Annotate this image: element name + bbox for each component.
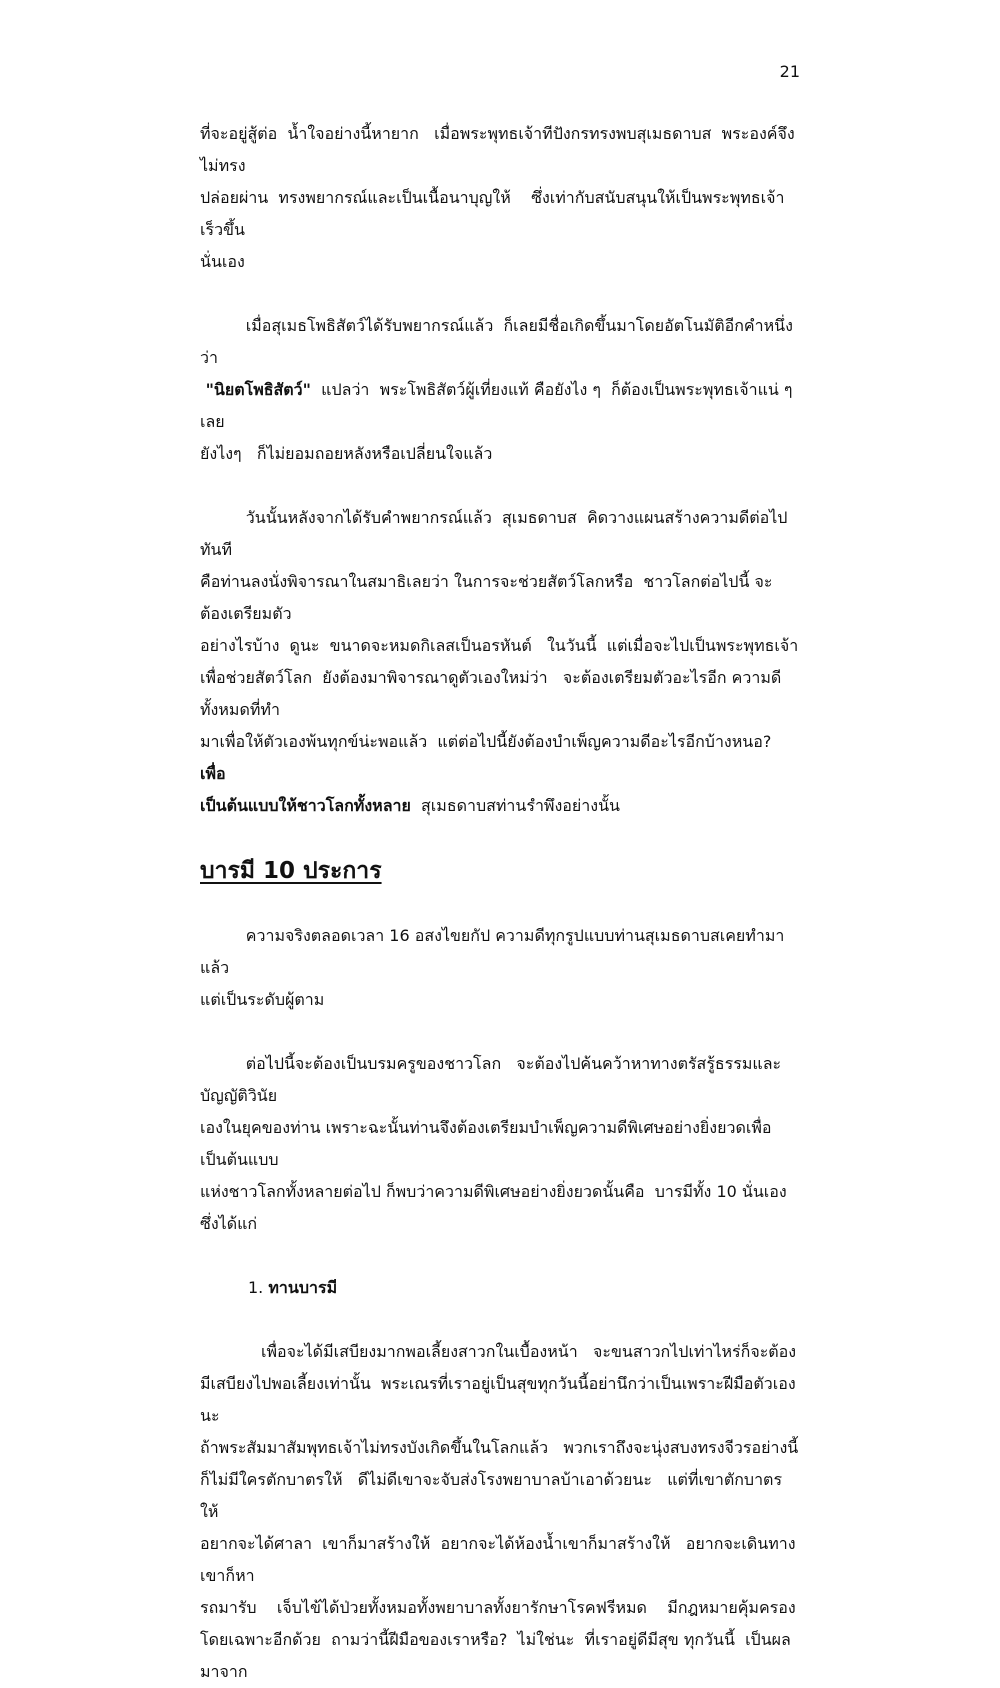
bold-term: "นิยตโพธิสัตว์" — [200, 380, 311, 399]
section-gap — [200, 888, 800, 920]
section-heading: บารมี 10 ประการ — [200, 858, 382, 884]
list-number: 1. — [248, 1278, 264, 1297]
paragraph-text: แปลว่า พระโพธิสัตว์ผู้เที่ยงแท้ คือยังไง ๆ ก็ต้องเป็นพระพุทธเจ้าแน่ ๆ เลย ยังไงๆ ก็ไม่ยอมถอยหลังหรือเปลี่ยนใจแล้ว — [200, 380, 793, 463]
paragraph-ten-perfections: ต่อไปนี้จะต้องเป็นบรมครูของชาวโลก จะต้องไปค้นคว้าหาทางตรัสรู้ธรรมและบัญญัติวินัย เองในยุคของท่าน เพราะฉะนั้นท่านจึงต้องเตรียมบำเพ็ญความดีพิเศษอย่างยิ่งยวดเพื่อเป็นต้นแบบ แห่งชาวโลกทั้งหลายต่อไป ก็พบว่าความดีพิเศษอย่างยิ่งยวดนั้นคือ บารมีทั้ง 10 นั่นเอง ซึ่งได้แก่ — [200, 1054, 787, 1233]
paragraph-text: สุเมธดาบสท่านรำพึงอย่างนั้น — [410, 796, 620, 815]
paragraph-dipankara: ที่จะอยู่สู้ต่อ น้ำใจอย่างนี้หายาก เมื่อพระพุทธเจ้าทีปังกรทรงพบสุเมธดาบส พระองค์จึงไม่ทรง ปล่อยผ่าน ทรงพยากรณ์และเป็นเนื้อนาบุญให้ ซึ่งเท่ากับสนับสนุนให้เป็นพระพุทธเจ้าเร็วขึ้น นั่นเอง — [200, 124, 795, 271]
section-gap — [200, 822, 800, 854]
paragraph-gap — [200, 1240, 800, 1272]
paragraph-gap — [200, 470, 800, 502]
page-number: 21 — [779, 62, 800, 81]
paragraph-dana: เพื่อจะได้มีเสบียงมากพอเลี้ยงสาวกในเบื้องหน้า จะขนสาวกไปเท่าไหร่ก็จะต้อง มีเสบียงไปพอเลี้ยงเท่านั้น พระเณรที่เราอยู่เป็นสุขทุกวันนี้อย่านึกว่าเป็นเพราะฝีมือตัวเองนะ ถ้าพระสัมมาสัมพุทธเจ้าไม่ทรงบังเกิดขึ้นในโลกแล้ว พวกเราถึงจะนุ่งสบงทรงจีวรอย่างนี้ ก็ไม่มีใครตักบาตรให้ ดีไม่ดีเขาจะจับส่งโรงพยาบาลบ้าเอาด้วยนะ แต่ที่เขาตักบาตรให้ อยากจะได้ศาลา เขาก็มาสร้างให้ อยากจะได้ห้องน้ำเขาก็มาสร้างให้ อยากจะเดินทางเขาก็หา รถมารับ เจ็บไข้ได้ป่วยทั้งหมอทั้งพยาบาลทั้งยารักษาโรคฟรีหมด มีกฎหมายคุ้มครอง โดยเฉพาะอีกด้วย ถามว่านี้ฝีมือของเราหรือ? ไม่ใช่นะ ที่เราอยู่ดีมีสุข ทุกวันนี้ เป็นผลมาจาก — [200, 1342, 799, 1681]
subheading-dana-parami — [248, 1272, 800, 1304]
document-body — [200, 118, 800, 1688]
paragraph-text: เมื่อสุเมธโพธิสัตว์ได้รับพยากรณ์แล้ว ก็เลยมีชื่อเกิดขึ้นมาโดยอัตโนมัติอีกคำหนึ่งว่า — [200, 316, 793, 367]
paragraph-gap — [200, 278, 800, 310]
bold-phrase: เพื่อ เป็นต้นแบบให้ชาวโลกทั้งหลาย — [200, 764, 411, 815]
paragraph-sixteen-asankheyya: ความจริงตลอดเวลา 16 อสงไขยกัป ความดีทุกรูปแบบท่านสุเมธดาบสเคยทำมาแล้ว แต่เป็นระดับผู้ตาม — [200, 926, 785, 1009]
paragraph-gap — [200, 1304, 800, 1336]
paragraph-text: วันนั้นหลังจากได้รับคำพยากรณ์แล้ว สุเมธดาบส คิดวางแผนสร้างความดีต่อไปทันที คือท่านลงนั่งพิจารณาในสมาธิเลยว่า ในการจะช่วยสัตว์โลกหรือ ชาวโลกต่อไปนี้ จะต้องเตรียมตัว อย่างไรบ้าง ดูนะ ขนาดจะหมดกิเลสเป็นอรหันต์ ในวันนี้ แต่เมื่อจะไปเป็นพระพุทธเจ้า เพื่อช่วยสัตว์โลก ยังต้องมาพิจารณาดูตัวเองใหม่ว่า จะต้องเตรียมตัวอะไรอีก ความดีทั้งหมดที่ทำ มาเพื่อให้ตัวเองพ้นทุกข์น่ะพอแล้ว แต่ต่อไปนี้ยังต้องบำเพ็ญความดีอะไรอีกบ้างหนอ? — [200, 508, 799, 751]
subheading-title: ทานบารมี — [268, 1278, 338, 1297]
paragraph-niyata-bodhisatta — [200, 310, 800, 470]
paragraph-sumedha-plan — [200, 502, 800, 822]
paragraph-gap — [200, 1016, 800, 1048]
